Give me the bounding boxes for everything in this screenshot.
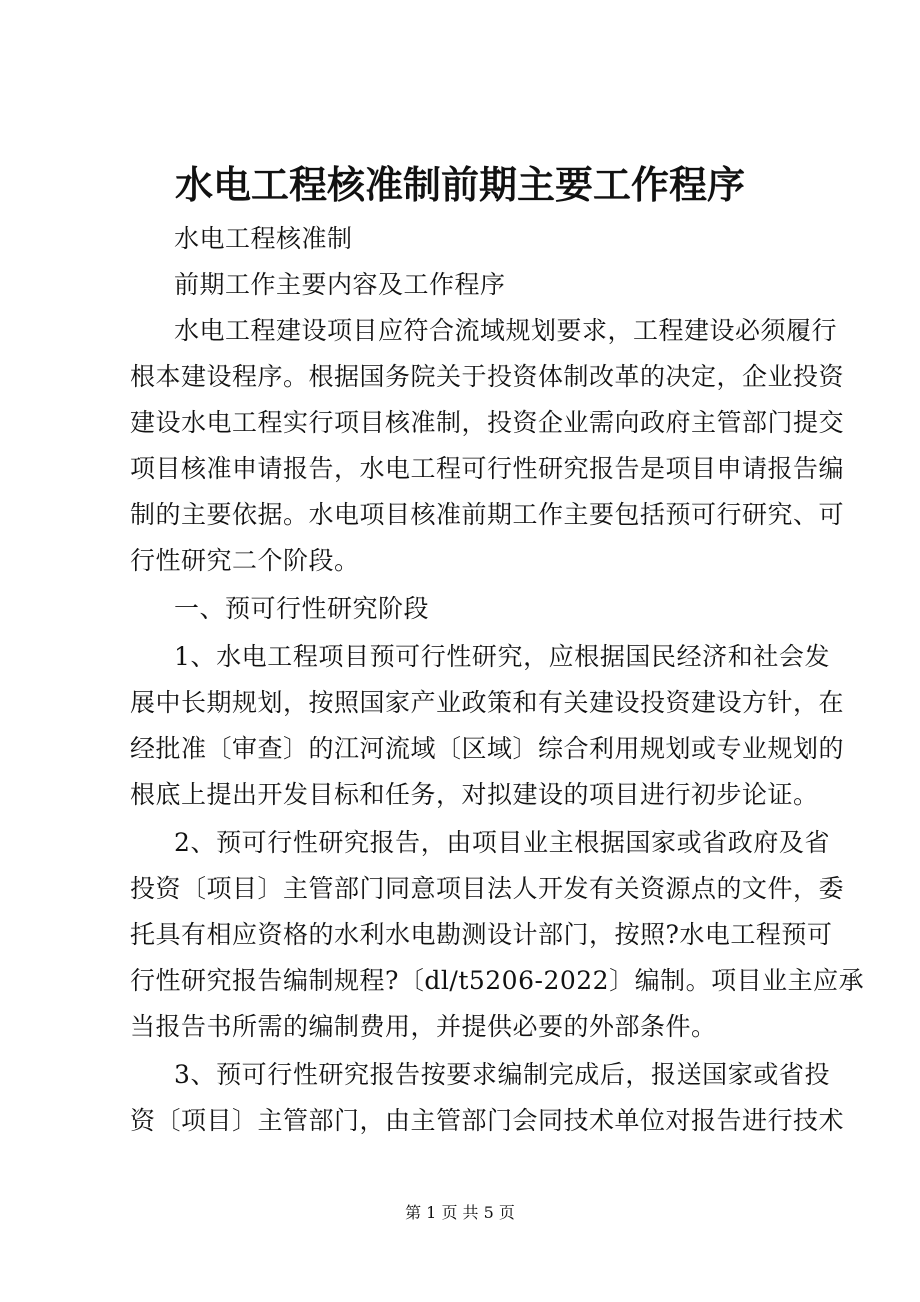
paragraph-line: 行性研究二个阶段。: [130, 546, 360, 575]
paragraph: [130, 1052, 845, 1144]
paragraph-line: 展中长期规划，按照国家产业政策和有关建设投资建设方针，在: [130, 688, 845, 717]
paragraph: [130, 820, 865, 1050]
paragraph-line: 根本建设程序。根据国务院关于投资体制改革的决定，企业投资: [130, 362, 845, 391]
paragraph-line: 投资〔项目〕主管部门同意项目法人开发有关资源点的文件，委: [130, 874, 845, 903]
document-body: [130, 216, 865, 1146]
paragraph-line: 3、预可行性研究报告按要求编制完成后，报送国家或省投: [174, 1060, 830, 1089]
paragraph-line: 2、预可行性研究报告，由项目业主根据国家或省政府及省: [174, 828, 830, 857]
paragraph-line: 项目核准申请报告，水电工程可行性研究报告是项目申请报告编: [130, 454, 845, 483]
paragraph: [130, 586, 830, 632]
paragraph-line: 前期工作主要内容及工作程序: [174, 270, 506, 299]
paragraph: [130, 216, 830, 262]
paragraph-line: 水电工程建设项目应符合流域规划要求，工程建设必须履行: [174, 316, 838, 345]
paragraph-line: 根底上提出开发目标和任务，对拟建设的项目进行初步论证。: [130, 780, 819, 809]
paragraph: [130, 308, 845, 584]
paragraph: [130, 262, 830, 308]
page-footer: 第 1 页 共 5 页: [405, 1203, 515, 1222]
paragraph-line: 当报告书所需的编制费用，并提供必要的外部条件。: [130, 1012, 717, 1041]
paragraph-line: 托具有相应资格的水利水电勘测设计部门，按照?水电工程预可: [130, 920, 833, 949]
paragraph: [130, 634, 845, 818]
paragraph-line: 经批准〔审查〕的江河流域〔区域〕综合利用规划或专业规划的: [130, 734, 845, 763]
paragraph-line: 制的主要依据。水电项目核准前期工作主要包括预可行研究、可: [130, 500, 845, 529]
paragraph-line: 一、预可行性研究阶段: [174, 594, 430, 623]
paragraph-line: 水电工程核准制: [174, 224, 353, 253]
document-title: 水电工程核准制前期主要工作程序: [174, 162, 745, 207]
paragraph-line: 1、水电工程项目预可行性研究，应根据国民经济和社会发: [174, 642, 830, 671]
paragraph-line: 资〔项目〕主管部门，由主管部门会同技术单位对报告进行技术: [130, 1106, 845, 1135]
paragraph-line: 建设水电工程实行项目核准制，投资企业需向政府主管部门提交: [130, 408, 845, 437]
paragraph-line: 行性研究报告编制规程?〔dl/t5206-2022〕编制。项目业主应承: [130, 966, 865, 995]
